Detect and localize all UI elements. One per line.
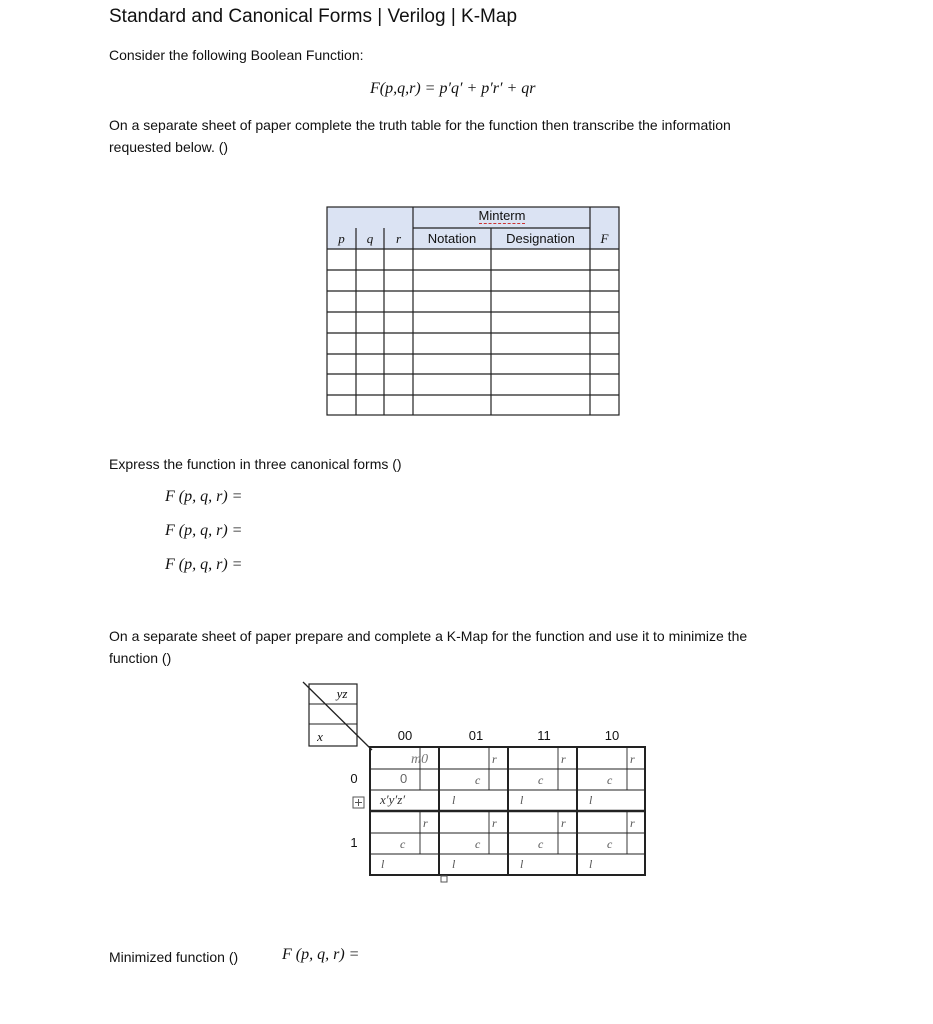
kmap-row-0: 0 [350,771,358,786]
canonical-form-1: F (p, q, r) = [165,488,243,505]
kmap-cell-c: c [538,837,544,851]
kmap-cell-r: r [492,752,497,766]
canonical-form-2: F (p, q, r) = [165,522,243,539]
kmap-corner-x: x [317,729,323,744]
truth-table-header-notation: Notation [427,231,477,246]
kmap-cell-r: r [561,752,566,766]
kmap-col-10: 10 [604,728,620,743]
instruction-truth-table-line1: On a separate sheet of paper complete the truth table for the function then transcribe the information [109,117,731,133]
kmap-corner-yz: yz [336,686,348,701]
truth-table-header-designation: Designation [506,231,575,246]
kmap-cell-l: l [520,793,524,807]
canonical-form-3: F (p, q, r) = [165,556,243,573]
kmap-cell-l: l [589,793,593,807]
kmap-cell-c: c [538,773,544,787]
kmap-cell-l: l [589,857,593,871]
kmap-cell-r: r [561,816,566,830]
instruction-kmap-line1: On a separate sheet of paper prepare and complete a K-Map for the function and use it to minimize the [109,628,748,644]
kmap-cell-m0-minterm: m0 [411,752,429,767]
page-title: Standard and Canonical Forms | Verilog | K-Map [109,6,518,27]
truth-table-header-q: q [366,231,374,246]
kmap-cell-l: l [520,857,524,871]
minimized-function-expr: F (p, q, r) = [282,946,360,963]
kmap-cell-r: r [492,816,497,830]
kmap-cell-m0-term: x′y′z′ [380,792,406,807]
table-resize-handle [441,876,447,882]
canonical-forms-label: Express the function in three canonical forms () [109,456,402,472]
truth-table-minterm-header: Minterm [478,208,526,223]
function-expression: F(p,q,r) = p′q′ + p′r′ + qr [370,80,536,97]
kmap-cell-r: r [423,816,428,830]
truth-table-header-f: F [600,231,609,246]
intro-text: Consider the following Boolean Function: [109,47,364,63]
kmap-cell-m0-value: 0 [400,771,408,786]
instruction-truth-table-line2: requested below. () [109,139,229,155]
kmap-cell-c: c [475,837,481,851]
kmap-cell-r: r [630,816,635,830]
truth-table-header-p: p [338,231,345,246]
kmap-cell-c: c [607,773,613,787]
kmap-cell-r: r [630,752,635,766]
kmap-row-1: 1 [350,835,358,850]
kmap-cell-c: c [475,773,481,787]
kmap-cell-l: l [452,857,456,871]
kmap-cell-c: c [400,837,406,851]
kmap-cell-c: c [607,837,613,851]
instruction-kmap-line2: function () [109,650,172,666]
minimized-function-label: Minimized function () [109,949,239,965]
kmap-cell-l: l [381,857,385,871]
kmap-col-01: 01 [468,728,484,743]
kmap-col-11: 11 [537,728,551,743]
kmap-col-00: 00 [397,728,413,743]
truth-table-header-r: r [395,231,402,246]
kmap-cell-l: l [452,793,456,807]
